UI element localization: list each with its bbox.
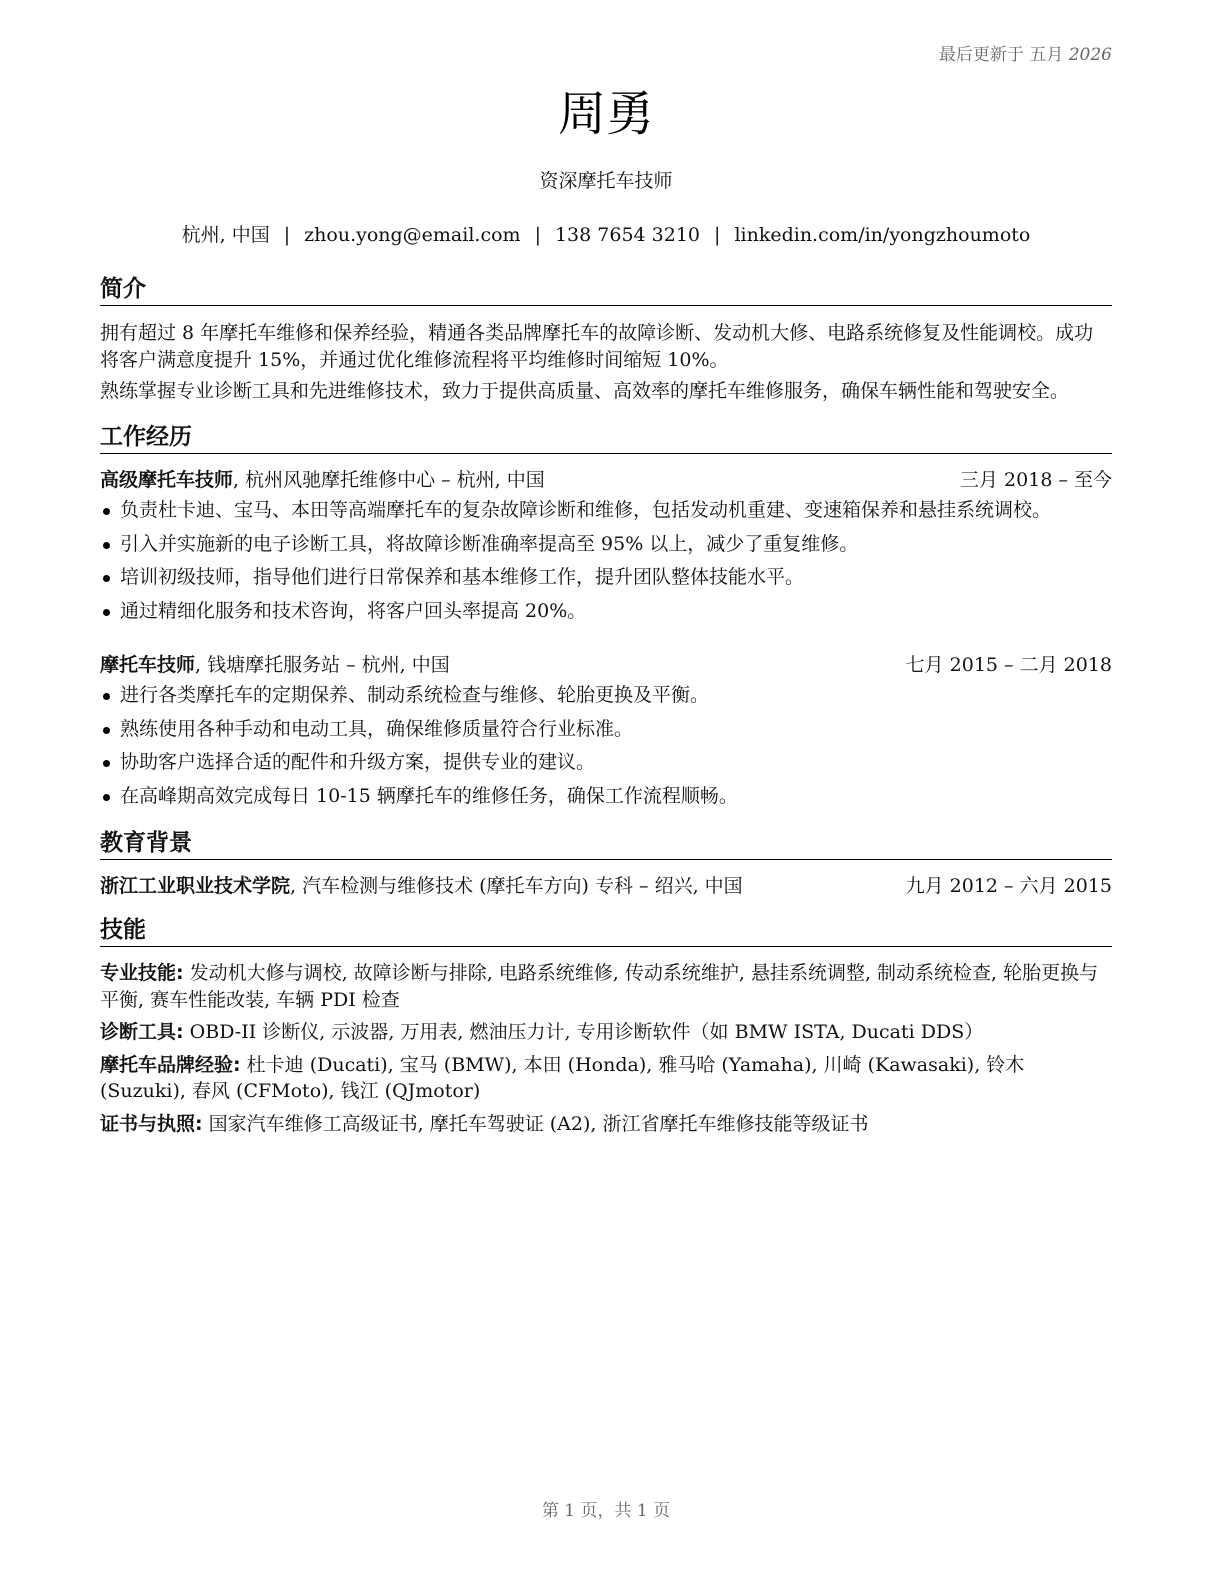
skill-line	[100, 1052, 1112, 1105]
job-bullets	[100, 497, 1112, 631]
skill-label: 专业技能:	[100, 962, 184, 984]
job-title: 摩托车技师	[100, 654, 196, 676]
job-bullets	[100, 682, 1112, 816]
job-dates: 七月 2015 – 二月 2018	[905, 654, 1112, 676]
skill-value: 国家汽车维修工高级证书, 摩托车驾驶证 (A2), 浙江省摩托车维修技能等级证书	[202, 1112, 869, 1135]
job-org: , 钱塘摩托服务站 – 杭州, 中国	[195, 654, 450, 676]
contact-location: 杭州, 中国	[181, 224, 270, 246]
contact-separator: |	[283, 224, 291, 246]
job-bullet: 负责杜卡迪、宝马、本田等高端摩托车的复杂故障诊断和维修，包括发动机重建、变速箱保养和悬挂系统调校。	[100, 497, 1112, 531]
education-dates: 九月 2012 – 六月 2015	[905, 875, 1112, 897]
job-title-line	[100, 467, 545, 494]
skill-value: 杜卡迪 (Ducati), 宝马 (BMW), 本田 (Honda), 雅马哈 (Yamaha), 川崎 (Kawasaki), 铃木 (Suzuki), 春风 (CFMoto), 钱江 (QJmotor)	[100, 1053, 1025, 1103]
section-title-education: 教育背景	[100, 830, 1112, 860]
last-updated-year: 2026	[1068, 45, 1112, 65]
job-bullet: 协助客户选择合适的配件和升级方案，提供专业的建议。	[100, 749, 1112, 783]
skill-label: 诊断工具:	[100, 1021, 184, 1044]
job-org: , 杭州风驰摩托维修中心 – 杭州, 中国	[233, 469, 545, 491]
education-header	[100, 873, 1112, 903]
contact-separator: |	[714, 224, 721, 246]
skill-line	[100, 1019, 1112, 1046]
job-bullet: 在高峰期高效完成每日 10-15 辆摩托车的维修任务，确保工作流程顺畅。	[100, 783, 1112, 817]
job-bullet: 熟练使用各种手动和电动工具，确保维修质量符合行业标准。	[100, 716, 1112, 750]
last-updated-prefix: 最后更新于 五月	[938, 45, 1064, 65]
job-entry	[100, 652, 1112, 816]
section-title-experience: 工作经历	[100, 424, 1112, 454]
job-title-line	[100, 652, 450, 679]
summary-paragraph: 拥有超过 8 年摩托车维修和保养经验，精通各类品牌摩托车的故障诊断、发动机大修、电路系统修复及性能调校。成功将客户满意度提升 15%，并通过优化维修流程将平均维修时间缩短 10%。	[100, 322, 1094, 371]
job-dates: 三月 2018 – 至今	[960, 469, 1112, 491]
job-header	[100, 467, 1112, 497]
education-entry	[100, 873, 1112, 903]
skill-label: 证书与执照:	[100, 1112, 203, 1135]
section-title-summary: 简介	[100, 276, 1112, 306]
section-title-skills: 技能	[100, 917, 1112, 947]
skill-value: 发动机大修与调校, 故障诊断与排除, 电路系统维修, 传动系统维护, 悬挂系统调整, 制动系统检查, 轮胎更换与平衡, 赛车性能改装, 车辆 PDI 检查	[100, 962, 1099, 1011]
page-footer: 第 1 页，共 1 页	[541, 1501, 671, 1521]
education-line	[100, 873, 743, 900]
contact-email[interactable]: zhou.yong@email.com	[304, 224, 521, 246]
job-bullet: 进行各类摩托车的定期保养、制动系统检查与维修、轮胎更换及平衡。	[100, 682, 1112, 716]
summary-section	[100, 320, 1112, 410]
job-bullet: 培训初级技师，指导他们进行日常保养和基本维修工作，提升团队整体技能水平。	[100, 564, 1112, 598]
skill-value: OBD-II 诊断仪, 示波器, 万用表, 燃油压力计, 专用诊断软件（如 BMW ISTA, Ducati DDS）	[183, 1021, 984, 1044]
candidate-role: 资深摩托车技师	[539, 170, 673, 192]
education-school: 浙江工业职业技术学院	[100, 875, 291, 897]
job-bullet: 引入并实施新的电子诊断工具，将故障诊断准确率提高至 95% 以上，减少了重复维修。	[100, 531, 1112, 565]
job-entry	[100, 467, 1112, 631]
skill-line	[100, 1111, 1112, 1138]
candidate-name: 周勇	[557, 86, 654, 142]
last-updated	[939, 44, 1112, 68]
summary-paragraph: 熟练掌握专业诊断工具和先进维修技术，致力于提供高质量、高效率的摩托车维修服务，确保车辆性能和驾驶安全。	[100, 380, 1070, 403]
contact-linkedin[interactable]: linkedin.com/in/yongzhoumoto	[734, 224, 1031, 246]
skill-label: 摩托车品牌经验:	[100, 1053, 241, 1076]
education-detail: , 汽车检测与维修技术 (摩托车方向) 专科 – 绍兴, 中国	[290, 875, 743, 897]
job-title: 高级摩托车技师	[100, 469, 234, 491]
contact-phone: 138 7654 3210	[554, 224, 701, 246]
resume-page	[100, 0, 1112, 1584]
skill-line	[100, 960, 1112, 1013]
job-header	[100, 652, 1112, 682]
skills-section	[100, 960, 1112, 1144]
contact-separator: |	[534, 224, 541, 246]
contact-line	[100, 222, 1112, 249]
job-bullet: 通过精细化服务和技术咨询，将客户回头率提高 20%。	[100, 598, 1112, 632]
